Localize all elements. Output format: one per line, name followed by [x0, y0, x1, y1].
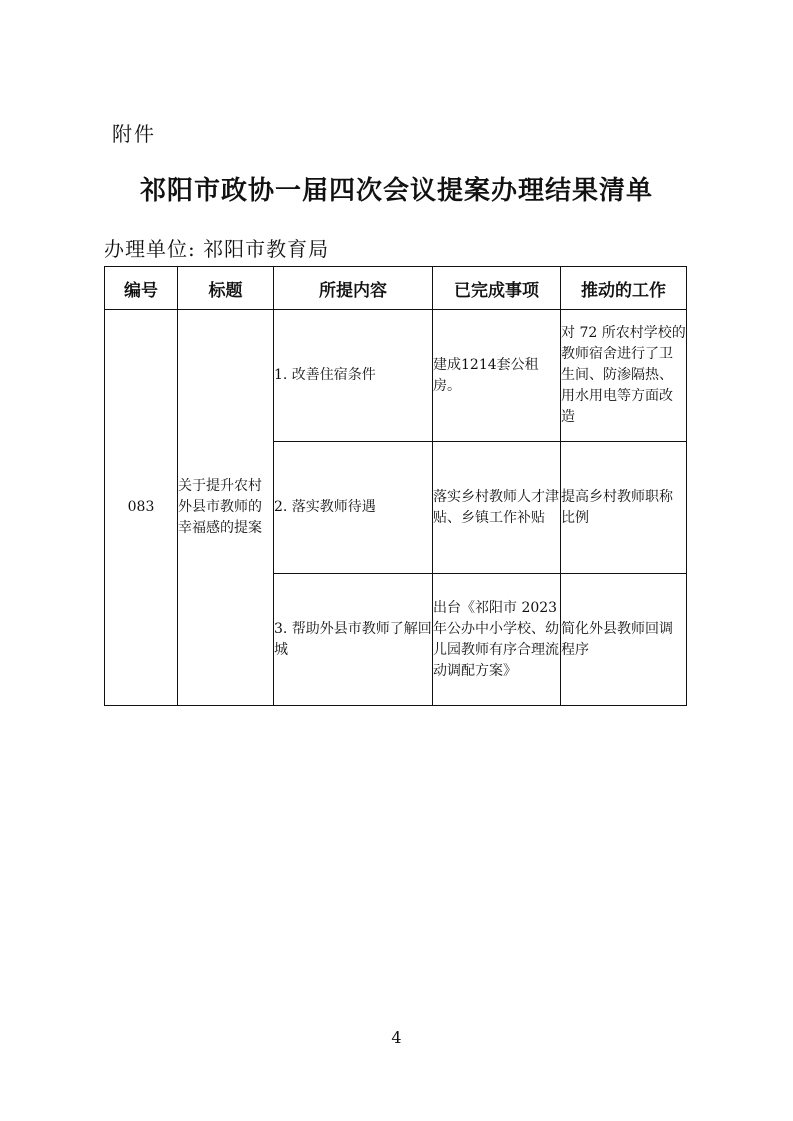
page-number: 4	[391, 1028, 402, 1047]
content-cell: 1. 改善住宿条件	[274, 310, 433, 442]
handling-unit	[104, 233, 329, 262]
handling-unit-name: 祁阳市教育局	[203, 237, 330, 261]
work-cell: 提高乡村教师职称比例	[561, 442, 687, 574]
column-header-completed: 已完成事项	[433, 267, 561, 310]
column-header-id: 编号	[105, 267, 178, 310]
table-header-row	[105, 267, 687, 310]
completed-cell: 建成1214套公租房。	[433, 310, 561, 442]
completed-cell: 出台《祁阳市 2023 年公办中小学校、幼儿园教师有序合理流动调配方案》	[433, 574, 561, 706]
column-header-content: 所提内容	[274, 267, 433, 310]
work-cell: 对 72 所农村学校的教师宿舍进行了卫生间、防渗隔热、用水用电等方面改造	[561, 310, 687, 442]
table-row	[105, 310, 687, 442]
proposal-title: 关于提升农村外县市教师的幸福感的提案	[178, 310, 274, 706]
column-header-work: 推动的工作	[561, 267, 687, 310]
results-table	[104, 266, 687, 706]
handling-unit-label: 办理单位:	[104, 237, 196, 261]
document-title: 祁阳市政协一届四次会议提案办理结果清单	[139, 176, 653, 206]
attachment-label: 附件	[112, 122, 156, 146]
completed-cell: 落实乡村教师人才津贴、乡镇工作补贴	[433, 442, 561, 574]
content-cell: 2. 落实教师待遇	[274, 442, 433, 574]
proposal-id: 083	[105, 310, 178, 706]
column-header-title: 标题	[178, 267, 274, 310]
work-cell: 简化外县教师回调程序	[561, 574, 687, 706]
content-cell: 3. 帮助外县市教师了解回城	[274, 574, 433, 706]
